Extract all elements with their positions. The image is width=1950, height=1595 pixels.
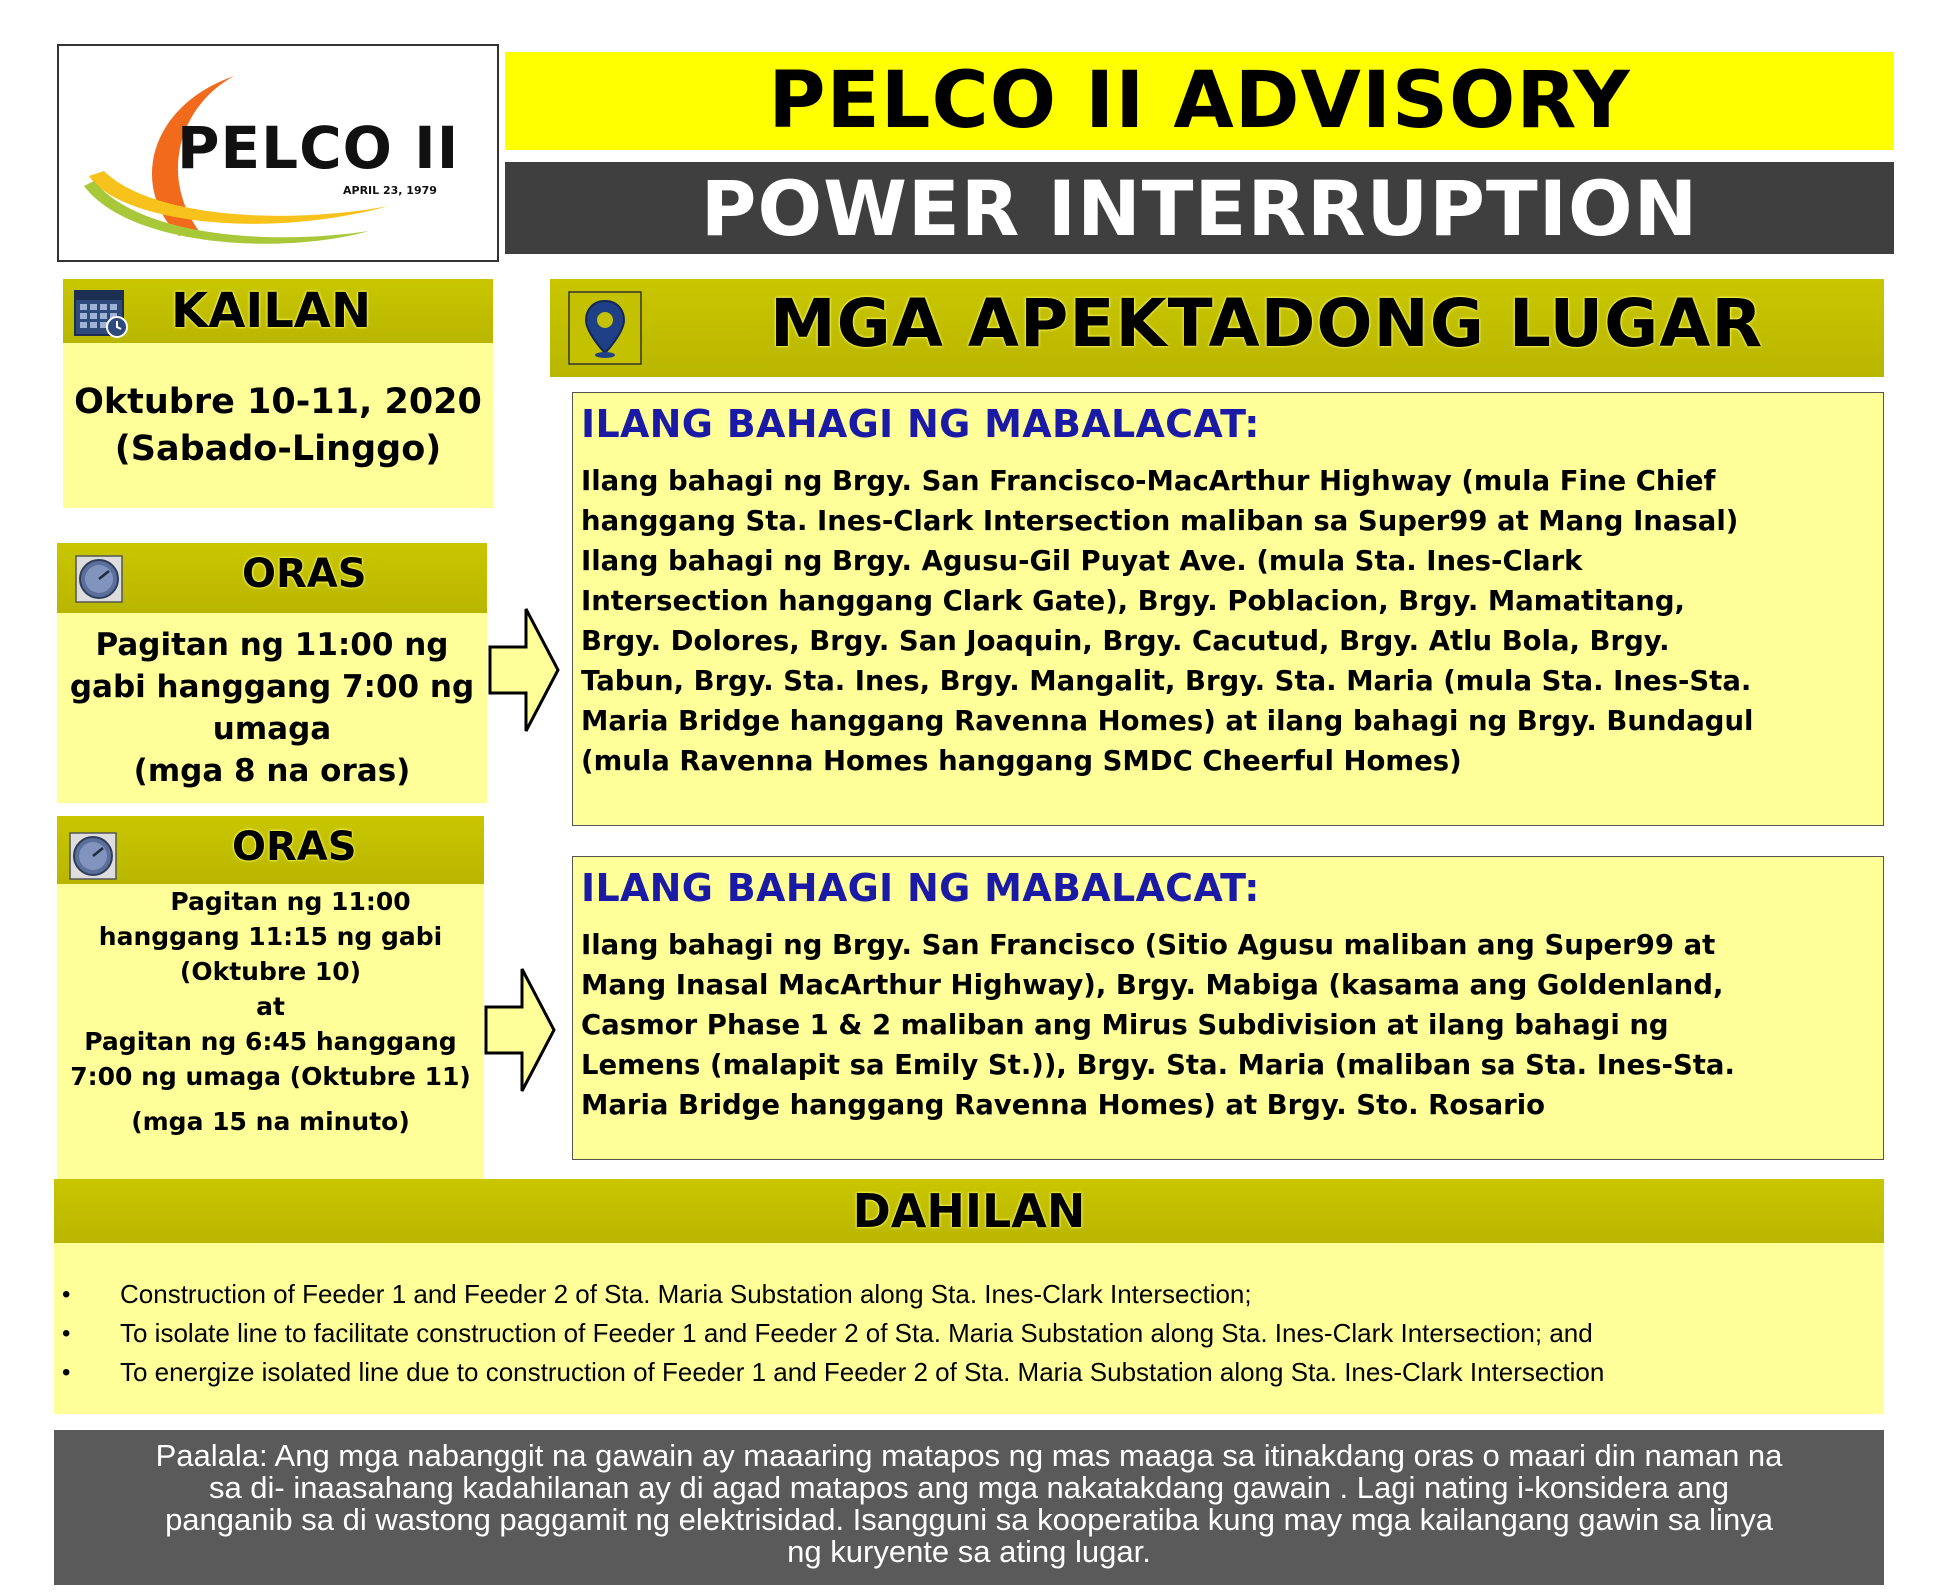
logo-date: APRIL 23, 1979 [343, 184, 437, 197]
location-pin-icon [568, 291, 642, 365]
area-group-1-text: Ilang bahagi ng Brgy. San Francisco-MacArthur Highway (mula Fine Chief hanggang Sta. Ines-Clark Intersection maliban sa Super99 at Mang Inasal) Ilang bahagi ng Brgy. Agusu-Gil Puyat Ave. (mula Sta. Ines-Clark Intersection hanggang Clark Gate), Brgy. Poblacion, Brgy. Mamatitang, Brgy. Dolores, Brgy. San Joaquin, Brgy. Cacutud, Brgy. Atlu Bola, Brgy. Tabun, Brgy. Sta. Ines, Brgy. Mangalit, Brgy. Sta. Maria (mula Sta. Ines-Sta. Maria Bridge hanggang Ravenna Homes) at ilang bahagi ng Brgy. Bundagul (mula Ravenna Homes hanggang SMDC Cheerful Homes) [581, 465, 1754, 777]
kailan-body [63, 343, 493, 508]
clock-icon [69, 832, 117, 880]
oras1-line3: umaga [212, 711, 332, 747]
dahilan-list [54, 1275, 1884, 1392]
paalala-line3: panganib sa di wastong paggamit ng elektrisidad. Isangguni sa kooperatiba kung may mga kailangang gawin sa linya [165, 1502, 1773, 1537]
oras1-duration: (mga 8 na oras) [133, 753, 411, 789]
kailan-header [63, 279, 493, 343]
oras1-body [57, 613, 487, 803]
oras1-label: ORAS [242, 551, 367, 597]
oras2-line5: Pagitan ng 6:45 hanggang [84, 1027, 457, 1056]
dahilan-label: DAHILAN [852, 1184, 1086, 1238]
area-group-2-text: Ilang bahagi ng Brgy. San Francisco (Sitio Agusu maliban ang Super99 at Mang Inasal MacArthur Highway), Brgy. Mabiga (kasama ang Goldenland, Casmor Phase 1 & 2 maliban ang Mirus Subdivision at ilang bahagi ng Lemens (malapit sa Emily St.)), Brgy. Sta. Maria (maliban sa Sta. Ines-Sta. Maria Bridge hanggang Ravenna Homes) at Brgy. Sto. Rosario [581, 929, 1735, 1121]
oras2-line4: at [256, 992, 285, 1021]
oras2-line1: Pagitan ng 11:00 [170, 887, 411, 916]
dahilan-body [54, 1243, 1884, 1414]
kailan-days: (Sabado-Linggo) [114, 428, 442, 469]
areas-label: MGA APEKTADONG LUGAR [770, 285, 1764, 362]
oras2-header [57, 816, 484, 884]
dahilan-header [54, 1179, 1884, 1243]
pelco-logo [57, 44, 499, 262]
list-item: • To isolate line to facilitate construction of Feeder 1 and Feeder 2 of Sta. Maria Substation along Sta. Ines-Clark Intersection; and [54, 1314, 1884, 1353]
paalala-line1: Paalala: Ang mga nabanggit na gawain ay maaaring matapos ng mas maaga sa itinakdang oras o maari din naman na [155, 1438, 1783, 1473]
arrow-right-icon [484, 965, 558, 1095]
area-group-2-title: ILANG BAHAGI NG MABALACAT: [581, 866, 1260, 910]
area-group-2 [572, 856, 1884, 1160]
list-item: • To energize isolated line due to construction of Feeder 1 and Feeder 2 of Sta. Maria Substation along Sta. Ines-Clark Intersection [54, 1353, 1884, 1392]
oras1-line2: gabi hanggang 7:00 ng [69, 669, 475, 705]
areas-header [550, 279, 1884, 377]
area-group-1 [572, 392, 1884, 826]
area-group-1-title: ILANG BAHAGI NG MABALACAT: [581, 402, 1260, 446]
oras2-label: ORAS [232, 824, 357, 870]
kailan-date: Oktubre 10-11, 2020 [74, 381, 482, 422]
oras2-line6: 7:00 ng umaga (Oktubre 11) [70, 1062, 471, 1091]
oras1-line1: Pagitan ng 11:00 ng [95, 627, 449, 663]
power-interruption-bar [505, 162, 1894, 254]
oras2-duration: (mga 15 na minuto) [131, 1107, 410, 1136]
advisory-title-bar [505, 52, 1894, 150]
kailan-label: KAILAN [171, 283, 372, 339]
paalala-notice [54, 1430, 1884, 1585]
oras2-line2: hanggang 11:15 ng gabi [98, 922, 443, 951]
oras2-line3: (Oktubre 10) [179, 957, 362, 986]
logo-wordmark: PELCO II [177, 114, 460, 182]
oras1-header [57, 543, 487, 613]
power-interruption-title: POWER INTERRUPTION [700, 163, 1699, 253]
clock-icon [75, 555, 123, 603]
paalala-line2: sa di- inaasahang kadahilanan ay di agad matapos ang mga nakatakdang gawain . Lagi nating i-konsidera ang [208, 1470, 1730, 1505]
calendar-icon [73, 285, 131, 339]
oras2-body [57, 884, 484, 1179]
advisory-title: PELCO II ADVISORY [768, 56, 1631, 146]
arrow-right-icon [488, 605, 562, 735]
list-item: • Construction of Feeder 1 and Feeder 2 of Sta. Maria Substation along Sta. Ines-Clark Intersection; [54, 1275, 1884, 1314]
paalala-line4: ng kuryente sa ating lugar. [787, 1534, 1151, 1569]
